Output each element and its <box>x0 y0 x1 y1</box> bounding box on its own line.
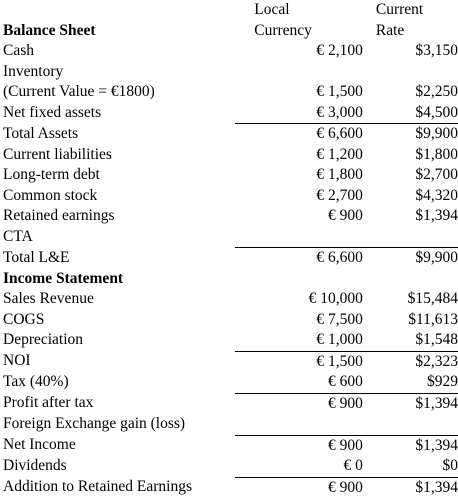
bs-row-cta <box>3 227 458 248</box>
row-label: Addition to Retained Earnings <box>3 478 192 496</box>
local-value <box>235 227 363 248</box>
local-value: € 900 <box>327 207 363 224</box>
row-label: Long-term debt <box>3 166 100 183</box>
row-label: Dividends <box>3 457 67 475</box>
row-label: Inventory <box>3 62 64 80</box>
is-row-dividends <box>3 456 458 477</box>
usd-value: $1,394 <box>374 477 458 498</box>
income-statement-title-row <box>3 269 458 290</box>
row-label: Tax (40%) <box>3 373 69 391</box>
is-row-cogs <box>3 310 458 331</box>
row-label: Foreign Exchange gain (loss) <box>3 415 186 433</box>
local-currency-header-line2: Currency <box>254 21 312 39</box>
usd-value: $3,150 <box>415 42 458 59</box>
local-value: € 900 <box>235 435 363 456</box>
local-value: € 2,100 <box>316 42 363 59</box>
is-row-tax <box>3 372 458 393</box>
local-value: € 1,800 <box>316 166 363 183</box>
bs-row-net-fixed-assets <box>3 103 458 124</box>
usd-value: $1,394 <box>374 393 458 414</box>
bs-row-inventory <box>3 62 458 83</box>
local-value: € 1,000 <box>316 331 363 348</box>
is-row-noi <box>3 351 458 372</box>
row-label: Cash <box>3 42 34 59</box>
usd-value: $9,900 <box>374 248 458 269</box>
local-value: € 2,700 <box>316 186 363 204</box>
usd-value: $9,900 <box>374 124 458 145</box>
header-spacer <box>3 0 235 21</box>
header-row-1 <box>3 0 458 21</box>
usd-value <box>374 414 458 435</box>
bs-row-inventory-value <box>3 82 458 103</box>
usd-value: $0 <box>442 457 458 474</box>
bs-row-retained-earnings <box>3 206 458 227</box>
row-label: CTA <box>3 227 33 245</box>
is-row-profit-after-tax <box>3 393 458 414</box>
row-label: NOI <box>3 352 31 370</box>
usd-value <box>374 62 458 83</box>
row-label: Total L&E <box>3 248 70 266</box>
usd-value: $1,394 <box>374 435 458 456</box>
is-row-addition-retained-earnings <box>3 477 458 498</box>
is-row-fx-gain-loss <box>3 414 458 435</box>
usd-value: $2,323 <box>374 351 458 372</box>
local-value: € 6,600 <box>235 248 363 269</box>
row-label: Retained earnings <box>3 207 115 224</box>
local-currency-header-line1: Local <box>254 1 290 18</box>
is-row-sales-revenue <box>3 289 458 310</box>
usd-value: $4,500 <box>415 103 458 121</box>
bs-row-current-liabilities <box>3 145 458 166</box>
local-value: € 1,200 <box>316 145 363 163</box>
usd-value: $929 <box>427 373 458 390</box>
row-label: Depreciation <box>3 331 84 349</box>
current-rate-header-line2: Rate <box>375 21 405 39</box>
usd-value: $11,613 <box>408 310 458 328</box>
row-label: Common stock <box>3 186 98 204</box>
row-label: Net Income <box>3 436 76 454</box>
local-value: € 7,500 <box>316 310 363 328</box>
row-label: Total Assets <box>3 124 79 142</box>
usd-value: $2,700 <box>415 166 458 183</box>
usd-value: $1,394 <box>415 207 458 224</box>
local-value: € 1,500 <box>235 351 363 372</box>
local-value <box>235 62 363 83</box>
bs-row-total-le <box>3 248 458 269</box>
balance-sheet-title: Balance Sheet <box>3 21 96 39</box>
row-label: (Current Value = €1800) <box>3 83 155 100</box>
bs-row-long-term-debt <box>3 165 458 186</box>
local-value: € 10,000 <box>308 290 363 307</box>
current-rate-header-line1: Current <box>375 1 424 18</box>
usd-value: $4,320 <box>415 186 458 204</box>
income-statement-title: Income Statement <box>3 269 124 287</box>
row-label: Sales Revenue <box>3 290 94 307</box>
usd-value: $2,250 <box>415 83 458 100</box>
usd-value: $15,484 <box>407 290 458 307</box>
bs-row-cash <box>3 41 458 62</box>
local-value: € 900 <box>235 393 363 414</box>
financial-statement-table <box>3 0 458 498</box>
local-value: € 3,000 <box>316 103 363 121</box>
usd-value: $1,800 <box>415 145 458 163</box>
is-row-depreciation <box>3 330 458 351</box>
is-row-net-income <box>3 435 458 456</box>
local-value: € 6,600 <box>235 124 363 145</box>
row-label: Profit after tax <box>3 394 94 412</box>
local-value <box>235 414 363 435</box>
row-label: Current liabilities <box>3 145 112 163</box>
local-value: € 1,500 <box>316 83 363 100</box>
bs-row-common-stock <box>3 186 458 207</box>
row-label: COGS <box>3 310 45 328</box>
header-row-2 <box>3 21 458 42</box>
usd-value <box>374 227 458 248</box>
local-value: € 600 <box>327 373 363 390</box>
bs-row-total-assets <box>3 124 458 145</box>
local-value: € 900 <box>235 477 363 498</box>
row-label: Net fixed assets <box>3 103 102 121</box>
local-value: € 0 <box>343 457 363 474</box>
usd-value: $1,548 <box>415 331 458 348</box>
